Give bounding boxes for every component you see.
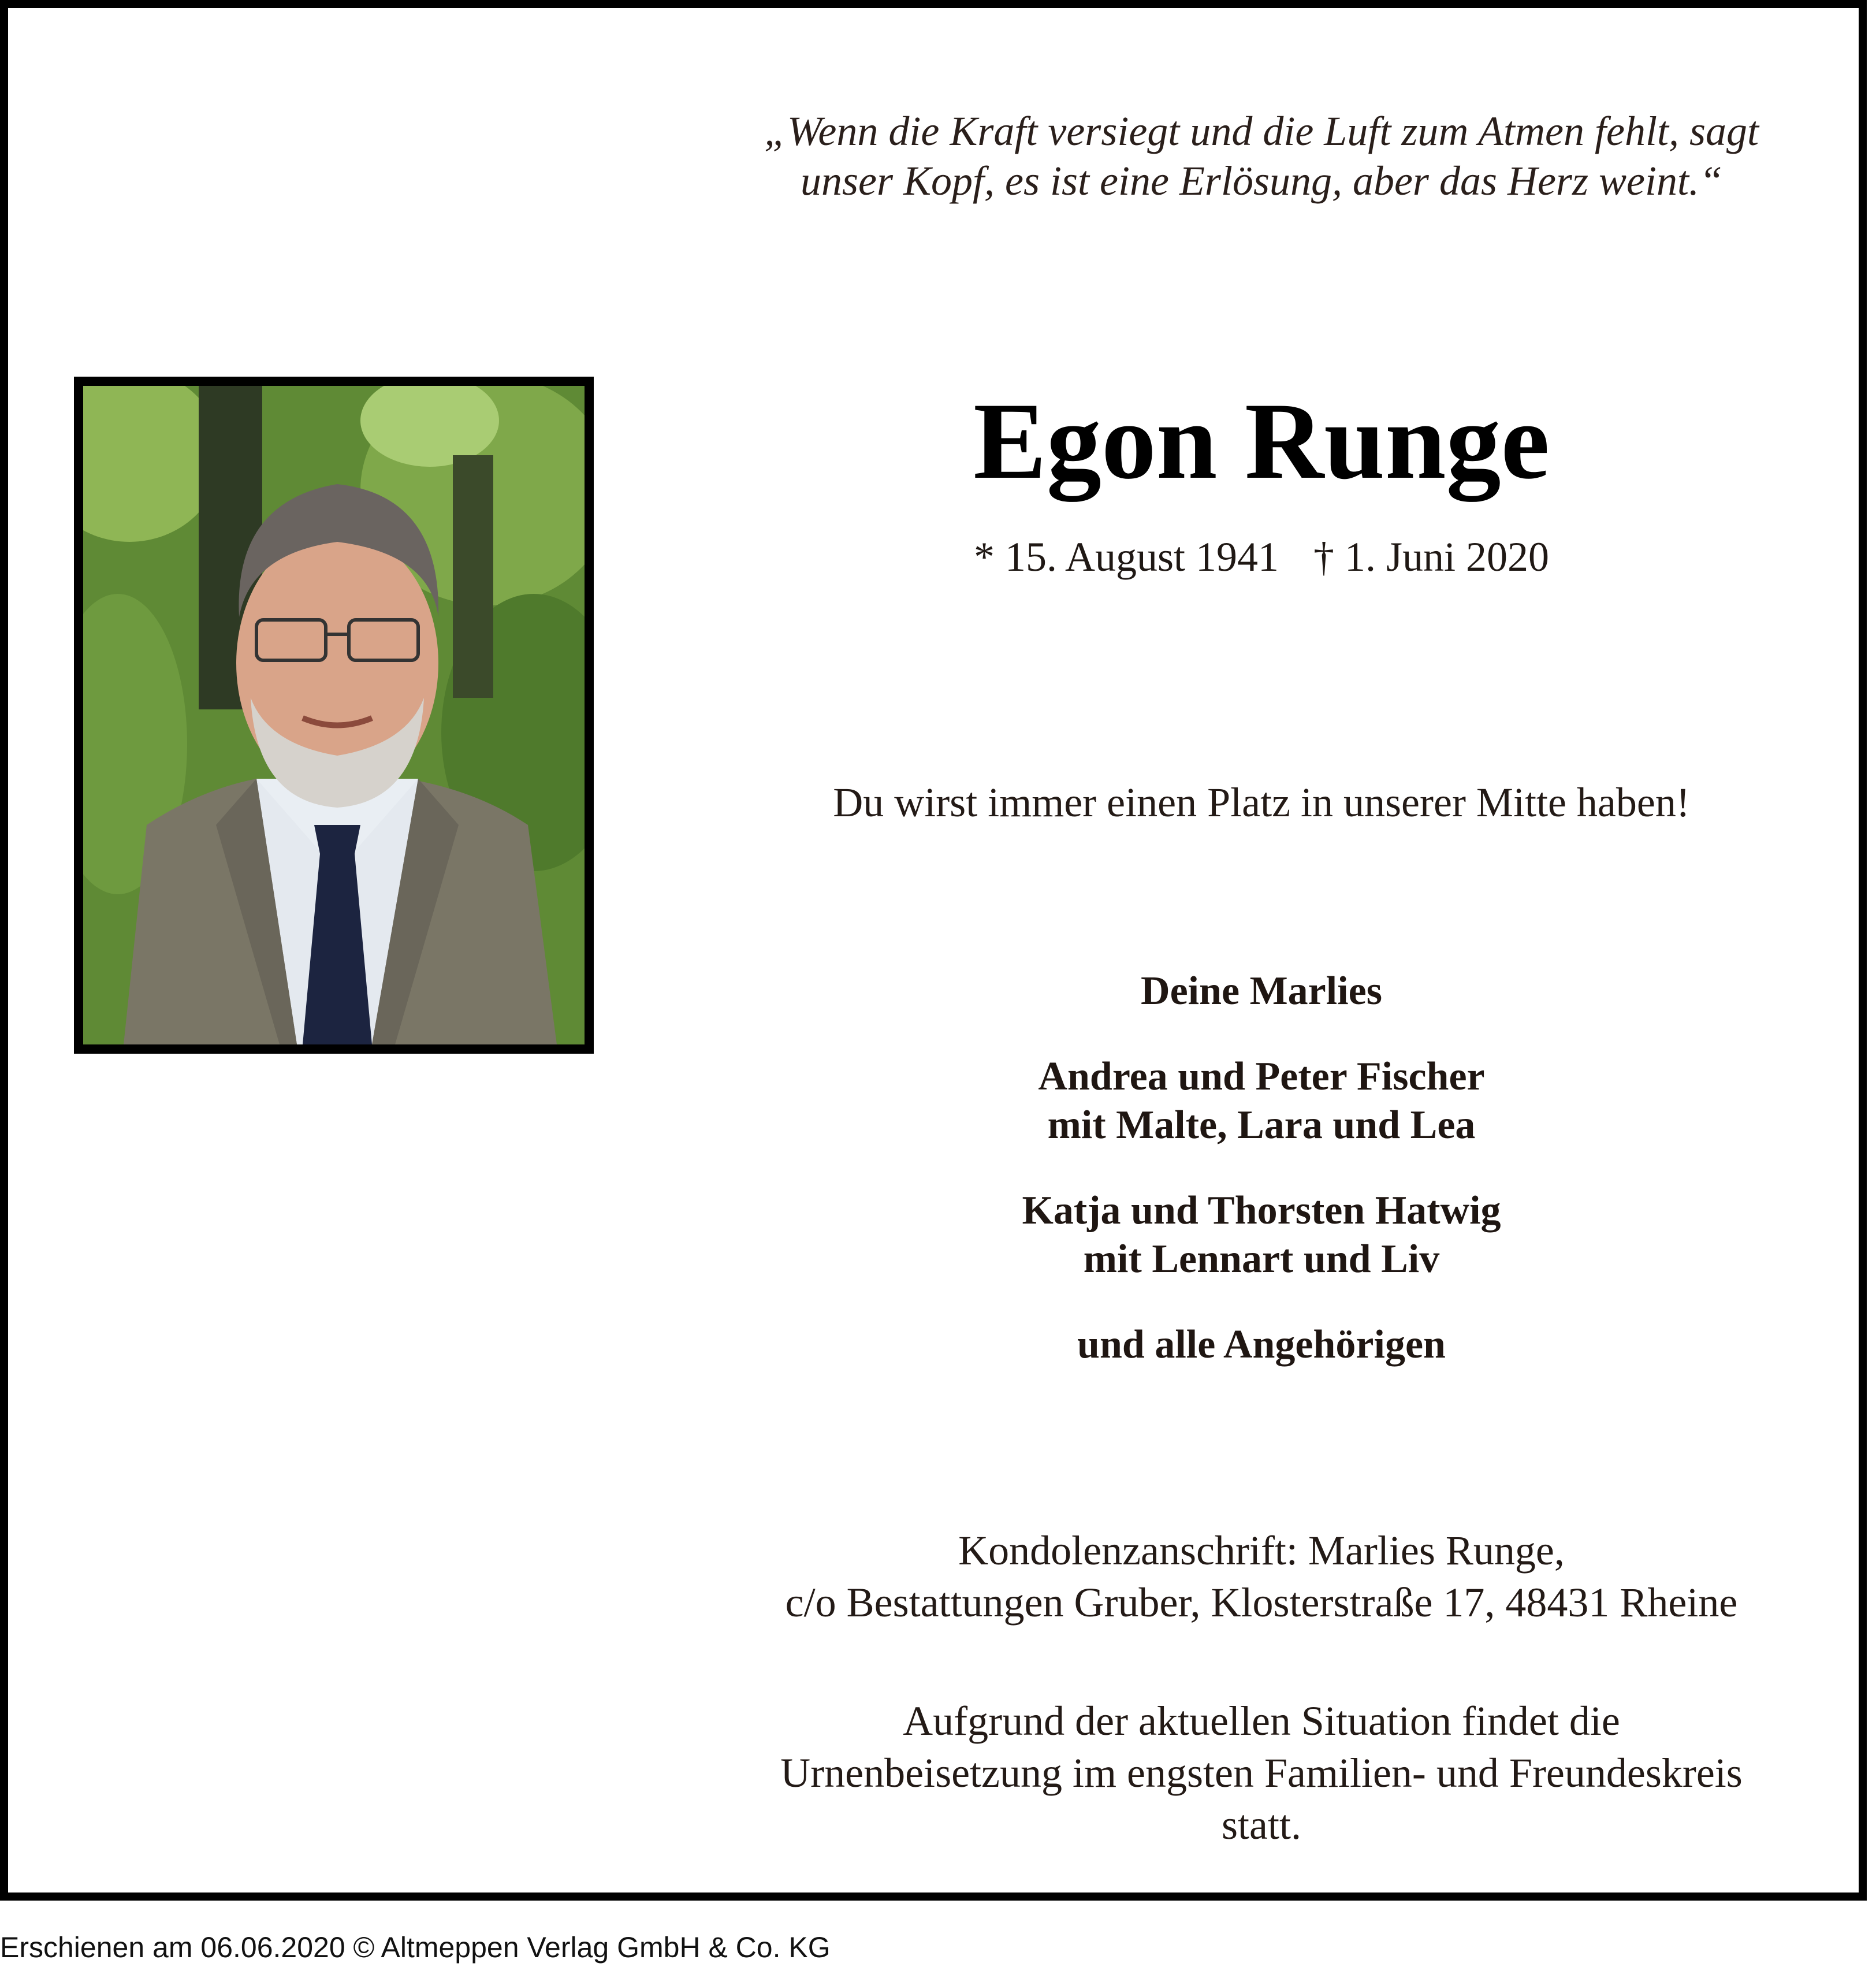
condolence-line: c/o Bestattungen Gruber, Klosterstraße 17, 48431 Rheine: [785, 1579, 1738, 1626]
family-group: [701, 1187, 1822, 1284]
family-group: [701, 1053, 1822, 1150]
quote-line-1: „Wenn die Kraft versiegt und die Luft zum Atmen fehlt, sagt: [764, 108, 1759, 154]
quote: [701, 106, 1822, 206]
burial-line: Urnenbeisetzung im engsten Familien- und Freundeskreis: [780, 1750, 1743, 1796]
family-line: Katja und Thorsten Hatwig: [1022, 1188, 1501, 1233]
life-dates: [701, 531, 1822, 583]
family-signatures: [701, 967, 1822, 1406]
family-line: Deine Marlies: [1141, 969, 1382, 1013]
family-line: mit Malte, Lara und Lea: [1047, 1103, 1476, 1147]
burial-line: Aufgrund der aktuellen Situation findet die: [903, 1698, 1620, 1744]
publication-footer: Erschienen am 06.06.2020 © Altmeppen Verlag GmbH & Co. KG: [0, 1931, 831, 1964]
motto: Du wirst immer einen Platz in unserer Mitte haben!: [833, 779, 1690, 826]
burial-notice: [701, 1695, 1822, 1851]
death-date: † 1. Juni 2020: [1313, 534, 1550, 580]
quote-line-2: unser Kopf, es ist eine Erlösung, aber das Herz weint.“: [801, 158, 1722, 204]
family-line: Andrea und Peter Fischer: [1038, 1054, 1485, 1099]
portrait-illustration: [83, 386, 585, 1044]
condolence-address: [701, 1525, 1822, 1628]
family-group: [701, 967, 1822, 1016]
birth-date: * 15. August 1941: [973, 534, 1279, 580]
burial-line: statt.: [1222, 1802, 1301, 1848]
family-line: mit Lennart und Liv: [1083, 1237, 1440, 1281]
family-line: und alle Angehörigen: [1077, 1322, 1446, 1367]
deceased-name: Egon Runge: [973, 381, 1550, 502]
family-group: [701, 1321, 1822, 1369]
condolence-line: Kondolenzanschrift: Marlies Runge,: [958, 1527, 1565, 1574]
portrait-photo: [74, 377, 594, 1054]
